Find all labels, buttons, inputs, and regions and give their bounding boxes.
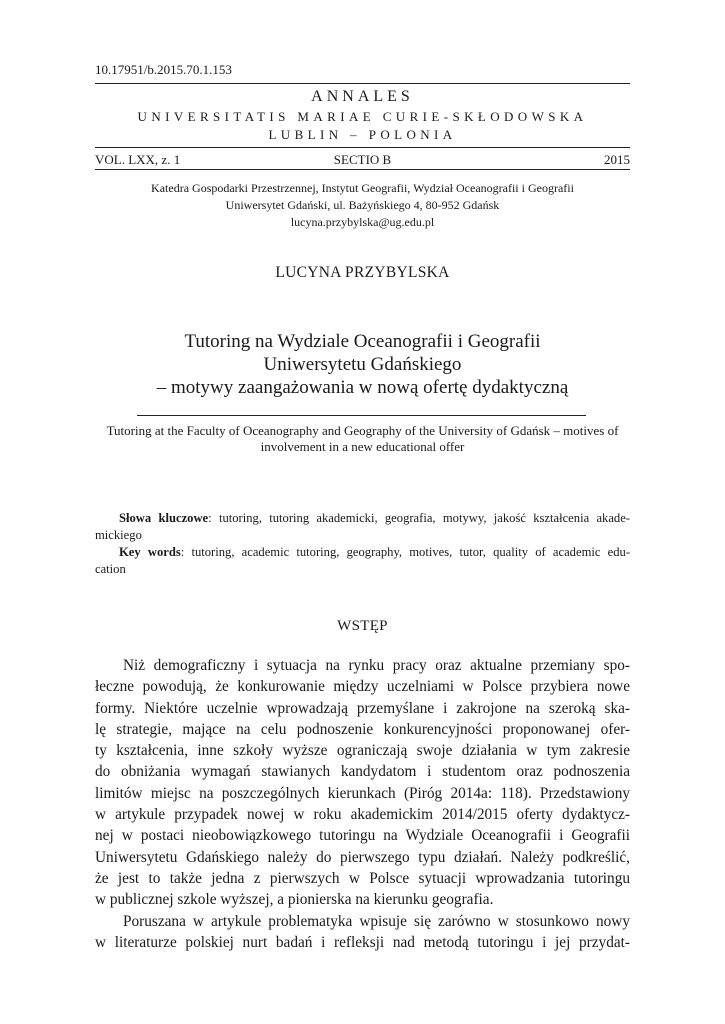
header-bottom-rule bbox=[95, 169, 630, 170]
keywords-english-line-1 bbox=[95, 544, 630, 561]
english-title-line-1: Tutoring at the Faculty of Oceanography and Geography of the University of Gdańsk – motives of bbox=[106, 423, 619, 438]
journal-title: ANNALES bbox=[311, 88, 414, 105]
english-title bbox=[95, 423, 630, 455]
body-line: Poruszana w artykule problematyka wpisuje się zarówno w stosunkowo nowy bbox=[123, 912, 630, 930]
keywords-english-line-2: cation bbox=[95, 562, 126, 576]
affiliation bbox=[95, 180, 630, 231]
body-line: ty kształcenia, inne szkoły wyższe ograniczają swoje działania w tym zakresie bbox=[95, 742, 630, 760]
english-title-line-2: involvement in a new educational offer bbox=[260, 439, 465, 454]
title-line-3: – motywy zaangażowania w nową ofertę dydaktyczną bbox=[156, 377, 569, 398]
header-middle-rule bbox=[95, 147, 630, 148]
header-top-rule bbox=[95, 83, 630, 84]
body-line: nej w postaci nieobowiązkowego tutoringu na Wydziale Oceanografii i Geografii bbox=[95, 827, 630, 845]
affiliation-line-2: Uniwersytet Gdański, ul. Bażyńskiego 4, 80-952 Gdańsk bbox=[225, 198, 500, 212]
body-line: w publicznej szkole wyższej, a pionierska na kierunku geografia. bbox=[95, 891, 494, 909]
year-label: 2015 bbox=[604, 152, 630, 167]
body-line: do obniżania wymagań stawianych kandydatom i studentom oraz podnoszenia bbox=[95, 763, 630, 781]
keywords-polish-label: Słowa kluczowe bbox=[119, 511, 209, 525]
keywords-polish-line-1 bbox=[95, 510, 630, 527]
body-line: formy. Niektóre uczelnie wprowadzają przemyślane i zakrojone na szeroką ska- bbox=[95, 699, 630, 717]
volume-label: VOL. LXX, z. 1 bbox=[95, 152, 181, 167]
body-line: w artykule przypadek nowej w roku akademickim 2014/2015 oferty dydaktycz- bbox=[95, 806, 630, 824]
title-rule bbox=[137, 415, 586, 416]
affiliation-line-1: Katedra Gospodarki Przestrzennej, Instytut Geografii, Wydział Oceanografii i Geografii bbox=[151, 181, 574, 195]
body-text bbox=[95, 655, 630, 953]
affiliation-email: lucyna.przybylska@ug.edu.pl bbox=[290, 215, 435, 229]
sectio-label: SECTIO B bbox=[333, 152, 392, 167]
title-line-1: Tutoring na Wydziale Oceanografii i Geografii bbox=[184, 331, 541, 352]
body-line: Uniwersytetu Gdańskiego należy do pierwszego typu działań. Należy podkreślić, bbox=[95, 848, 630, 866]
title-line-2: Uniwersytetu Gdańskiego bbox=[263, 354, 462, 375]
keywords-english-text: : tutoring, academic tutoring, geography, motives, tutor, quality of academic edu- bbox=[180, 545, 631, 559]
body-line: lę strategie, mające na celu podnoszenie konkurencyjności proponowanej ofer- bbox=[95, 720, 630, 738]
section-heading: WSTĘP bbox=[337, 618, 388, 634]
doi: 10.17951/b.2015.70.1.153 bbox=[95, 62, 232, 77]
keywords-polish-text: : tutoring, tutoring akademicki, geografia, motywy, jakość kształcenia akade- bbox=[208, 511, 630, 525]
body-line: limitów miejsc na poszczególnych kierunkach (Piróg 2014a: 118). Przedstawiony bbox=[95, 784, 630, 802]
body-line: że jest to także jedna z pierwszych w Polsce sytuacji wprowadzania tutoringu bbox=[95, 869, 630, 887]
keywords-english-label: Key words bbox=[119, 545, 181, 559]
paper-title bbox=[95, 330, 630, 399]
author-name: LUCYNA PRZYBYLSKA bbox=[275, 264, 450, 281]
journal-city: LUBLIN – POLONIA bbox=[268, 127, 457, 142]
body-line: w literaturze polskiej nurt badań i refleksji nad metodą tutoringu i jej przydat- bbox=[95, 933, 630, 951]
keywords-english bbox=[95, 544, 630, 578]
body-line: Niż demograficzny i sytuacja na rynku pracy oraz aktualne przemiany spo- bbox=[123, 657, 630, 674]
keywords-polish-line-2: mickiego bbox=[95, 528, 142, 542]
keywords-polish bbox=[95, 510, 630, 544]
journal-university: UNIVERSITATIS MARIAE CURIE-SKŁODOWSKA bbox=[137, 109, 588, 124]
body-line: łeczne powodują, że konkurowanie między uczelniami w Polsce przybiera nowe bbox=[95, 678, 630, 696]
